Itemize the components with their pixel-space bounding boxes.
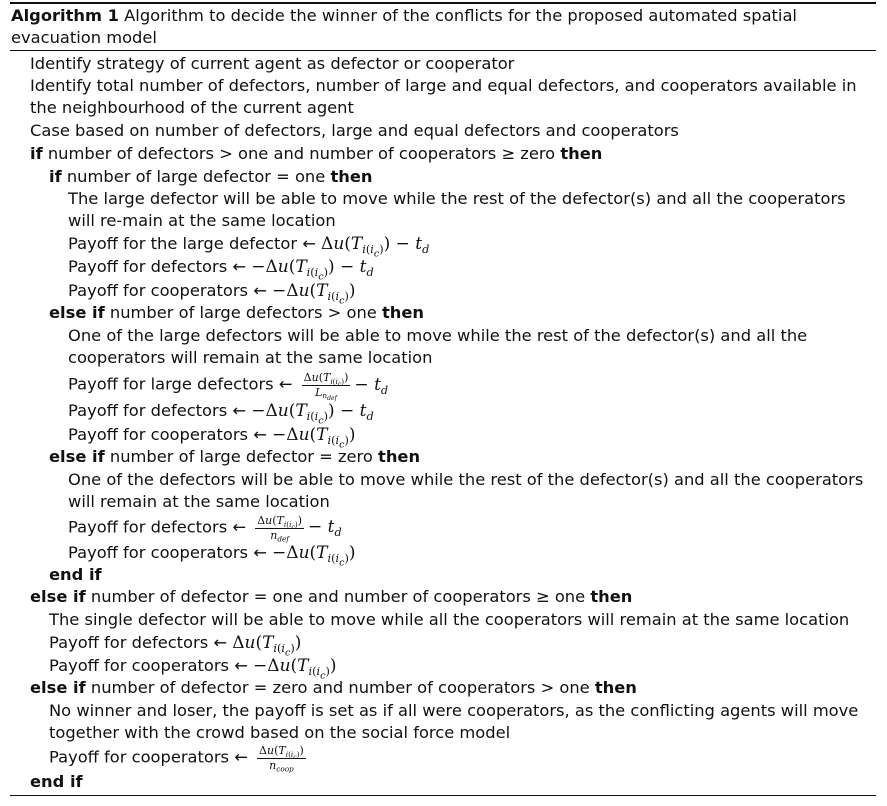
case-1b-text: One of the large defectors will be able to move while the rest of the defector(s) and all the cooperators will remain at the same location <box>68 326 808 367</box>
payoff-cooperators-2 <box>49 655 337 682</box>
payoff-formula: $-\Delta u(T_{i(i_c)}) - t_d$ <box>251 257 374 283</box>
payoff-cooperators-1c <box>68 542 356 569</box>
payoff-cooperators-1a <box>68 280 356 307</box>
payoff-formula: $-\Delta u(T_{i(i_c)}) - t_d$ <box>251 401 374 427</box>
kw-else-if: else if <box>30 678 86 697</box>
payoff-label: Payoff for defectors ← <box>68 517 247 537</box>
algo-if-1a <box>49 166 372 188</box>
payoff-large-defectors-1b: Payoff for large defectors ← $\frac{\Delta u(T_{i(i_c)})}{L_{n_{def}}}$ − $t_d$ <box>68 371 389 403</box>
algorithm-label: Algorithm 1 <box>11 6 119 25</box>
payoff-defectors-2 <box>49 632 302 659</box>
kw-if: if <box>49 167 62 186</box>
algo-elseif-3 <box>30 677 637 699</box>
case-2-text: The single defector will be able to move while all the cooperators will remain at the same location <box>49 610 850 629</box>
kw-else-if: else if <box>49 447 105 466</box>
algorithm-caption <box>11 5 873 49</box>
payoff-label: Payoff for large defectors ← <box>68 374 293 394</box>
kw-then: then <box>330 167 373 186</box>
algo-elseif-1b <box>49 302 424 324</box>
payoff-label: Payoff for cooperators ← <box>68 425 267 444</box>
algo-line-1: Identify strategy of current agent as defector or cooperator <box>30 54 515 73</box>
kw-then: then <box>381 303 424 322</box>
payoff-fraction: $\frac{\Delta u(T_{i(i_c)})}{n_{coop}}$ <box>259 744 304 774</box>
caption-rule <box>10 50 876 51</box>
case-3-text: No winner and loser, the payoff is set as if all were cooperators, as the conflicting agents will move together with the crowd based on the social force model <box>49 701 859 742</box>
payoff-label: Payoff for cooperators ← <box>49 747 248 767</box>
algo-line-2: Identify total number of defectors, number of large and equal defectors, and cooperators available in the neighbourhood of the current agent <box>30 76 857 117</box>
payoff-formula: $-\Delta u(T_{i(i_c)})$ <box>272 543 356 569</box>
payoff-defectors-1c: Payoff for defectors ← $\frac{\Delta u(T_{i(i_c)})}{n_{def}}$ − $t_d$ <box>68 514 342 544</box>
condition-1b: number of large defectors > one <box>109 303 377 322</box>
payoff-formula: $-\Delta u(T_{i(i_c)})$ <box>253 656 337 682</box>
condition-1: number of defectors > one and number of cooperators ≥ zero <box>47 144 556 163</box>
payoff-label: Payoff for cooperators ← <box>68 281 267 300</box>
algo-elseif-2 <box>30 586 632 608</box>
payoff-formula: $-\Delta u(T_{i(i_c)})$ <box>272 425 356 451</box>
condition-1a: number of large defector = one <box>66 167 326 186</box>
payoff-fraction: $\frac{\Delta u(T_{i(i_c)})}{n_{def}}$ <box>257 514 302 544</box>
kw-if: if <box>30 144 43 163</box>
case-1c-text: One of the defectors will be able to move while the rest of the defector(s) and all the cooperators will remain at the same location <box>68 470 864 511</box>
payoff-label: Payoff for cooperators ← <box>68 543 267 562</box>
top-rule <box>10 2 876 4</box>
kw-else-if: else if <box>49 303 105 322</box>
algo-elseif-1c <box>49 446 420 468</box>
kw-then: then <box>594 678 637 697</box>
payoff-defectors-1b <box>68 400 374 427</box>
payoff-label: Payoff for the large defector ← <box>68 234 316 253</box>
payoff-large-defector-1a <box>68 233 430 260</box>
algo-line-3: Case based on number of defectors, large and equal defectors and cooperators <box>30 121 679 140</box>
payoff-defectors-1a <box>68 256 374 283</box>
payoff-label: Payoff for cooperators ← <box>49 656 248 675</box>
payoff-cooperators-3 <box>49 744 310 772</box>
condition-3: number of defector = zero and number of cooperators > one <box>90 678 590 697</box>
payoff-formula: $-\Delta u(T_{i(i_c)})$ <box>272 281 356 307</box>
condition-1c: number of large defector = zero <box>109 447 373 466</box>
payoff-label: Payoff for defectors ← <box>68 401 247 420</box>
kw-else-if: else if <box>30 587 86 606</box>
payoff-label: Payoff for defectors ← <box>68 257 247 276</box>
bottom-rule <box>10 795 876 796</box>
payoff-formula: $\Delta u(T_{i(i_c)})$ <box>232 633 302 659</box>
kw-then: then <box>590 587 633 606</box>
payoff-cooperators-1b <box>68 424 356 451</box>
payoff-formula: $\Delta u(T_{i(i_c)}) - t_d$ <box>321 234 430 260</box>
condition-2: number of defector = one and number of cooperators ≥ one <box>90 587 586 606</box>
algo-if-1 <box>30 143 602 165</box>
kw-then: then <box>560 144 603 163</box>
payoff-fraction: $\frac{\Delta u(T_{i(i_c)})}{L_{n_{def}}}$ <box>303 371 349 403</box>
algorithm-title: Algorithm to decide the winner of the conflicts for the proposed automated spatial evacuation model <box>11 6 797 47</box>
kw-end-if-inner: end if <box>49 565 102 584</box>
case-1a-text: The large defector will be able to move while the rest of the defector(s) and all the cooperators will re-main at the same location <box>68 189 846 230</box>
kw-end-if-outer: end if <box>30 772 83 791</box>
kw-then: then <box>378 447 421 466</box>
payoff-label: Payoff for defectors ← <box>49 633 228 652</box>
